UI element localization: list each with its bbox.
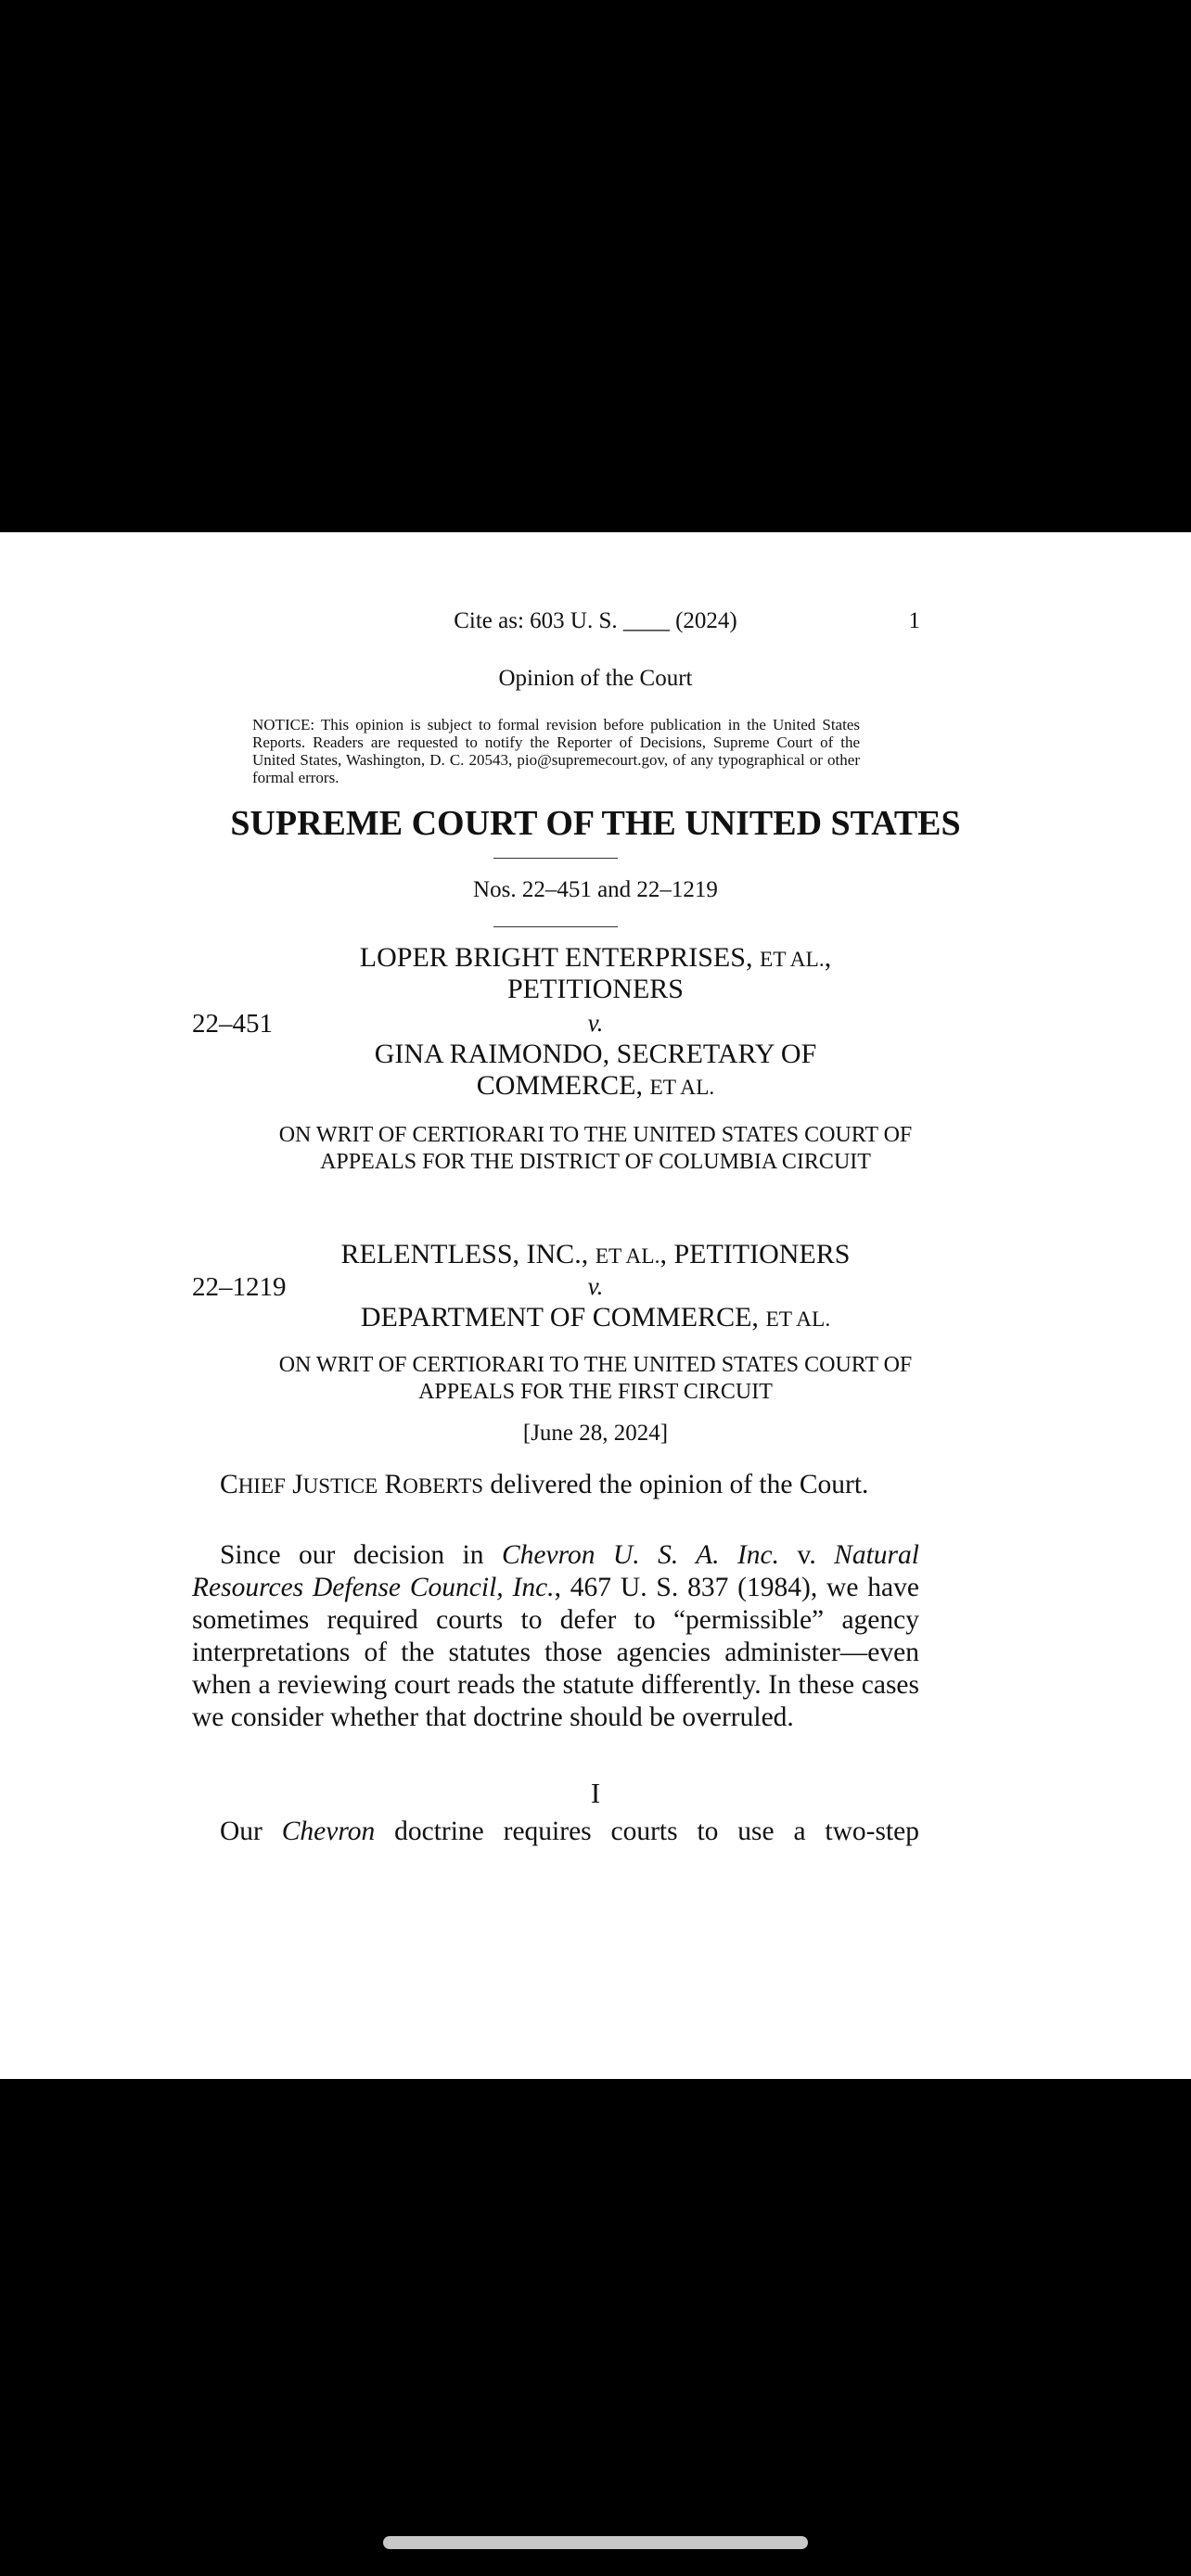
case2-petitioner: RELENTLESS, INC., ET AL., PETITIONERS bbox=[340, 1239, 851, 1269]
opinion-label: Opinion of the Court bbox=[498, 666, 693, 691]
case1-respondent-line1: GINA RAIMONDO, SECRETARY OF bbox=[374, 1039, 817, 1069]
decision-date: [June 28, 2024] bbox=[522, 1421, 669, 1446]
home-indicator[interactable] bbox=[383, 2536, 808, 2549]
page-number: 1 bbox=[908, 608, 920, 633]
case2-number: 22–1219 bbox=[192, 1272, 287, 1302]
case2-versus: v. bbox=[587, 1272, 604, 1300]
case1-respondent-line2: COMMERCE, ET AL. bbox=[476, 1070, 715, 1101]
publication-notice: NOTICE: This opinion is subject to formal revision before publication in the United States Reports. Readers are requested to notify the Reporter of Decisions, Supreme Court of the United States, Washington, D. C. 20543, pio@supremecourt.gov, of any typographical or other formal errors. bbox=[252, 716, 860, 786]
citation-header: Cite as: 603 U. S. ____ (2024) bbox=[454, 608, 737, 633]
intro-paragraph: Since our decision in Chevron U. S. A. Inc. v. Natural Resources Defense Council, Inc., 467 U. S. 837 (1984), we have sometimes required courts to defer to “permissible” agency interpretations of the statutes those agencies administer—even when a reviewing court reads the statute differently. In these cases we consider whether that doctrine should be overruled. bbox=[192, 1540, 919, 1732]
court-name: SUPREME COURT OF THE UNITED STATES bbox=[230, 804, 961, 843]
case2-writ: ON WRIT OF CERTIORARI TO THE UNITED STATES COURT OF APPEALS FOR THE FIRST CIRCUIT bbox=[278, 1353, 913, 1404]
case2-respondent: DEPARTMENT OF COMMERCE, ET AL. bbox=[360, 1302, 831, 1333]
case1-versus: v. bbox=[587, 1009, 604, 1037]
document-page bbox=[0, 532, 1191, 2079]
section-heading: I bbox=[590, 1777, 601, 1809]
case1-petitioner-line2: PETITIONERS bbox=[507, 974, 684, 1004]
case1-petitioner-line1: LOPER BRIGHT ENTERPRISES, ET AL., bbox=[359, 942, 832, 973]
divider-rule bbox=[493, 926, 618, 927]
case1-number: 22–451 bbox=[192, 1009, 273, 1039]
divider-rule bbox=[493, 858, 618, 859]
delivered-paragraph: CHIEF JUSTICE ROBERTS delivered the opinion of the Court. bbox=[220, 1470, 869, 1499]
docket-numbers: Nos. 22–451 and 22–1219 bbox=[473, 877, 718, 902]
section-paragraph: Our Chevron doctrine requires courts to use a two-step bbox=[220, 1817, 919, 1846]
case1-writ: ON WRIT OF CERTIORARI TO THE UNITED STATES COURT OF APPEALS FOR THE DISTRICT OF COLUMBIA CIRCUIT bbox=[278, 1123, 913, 1174]
